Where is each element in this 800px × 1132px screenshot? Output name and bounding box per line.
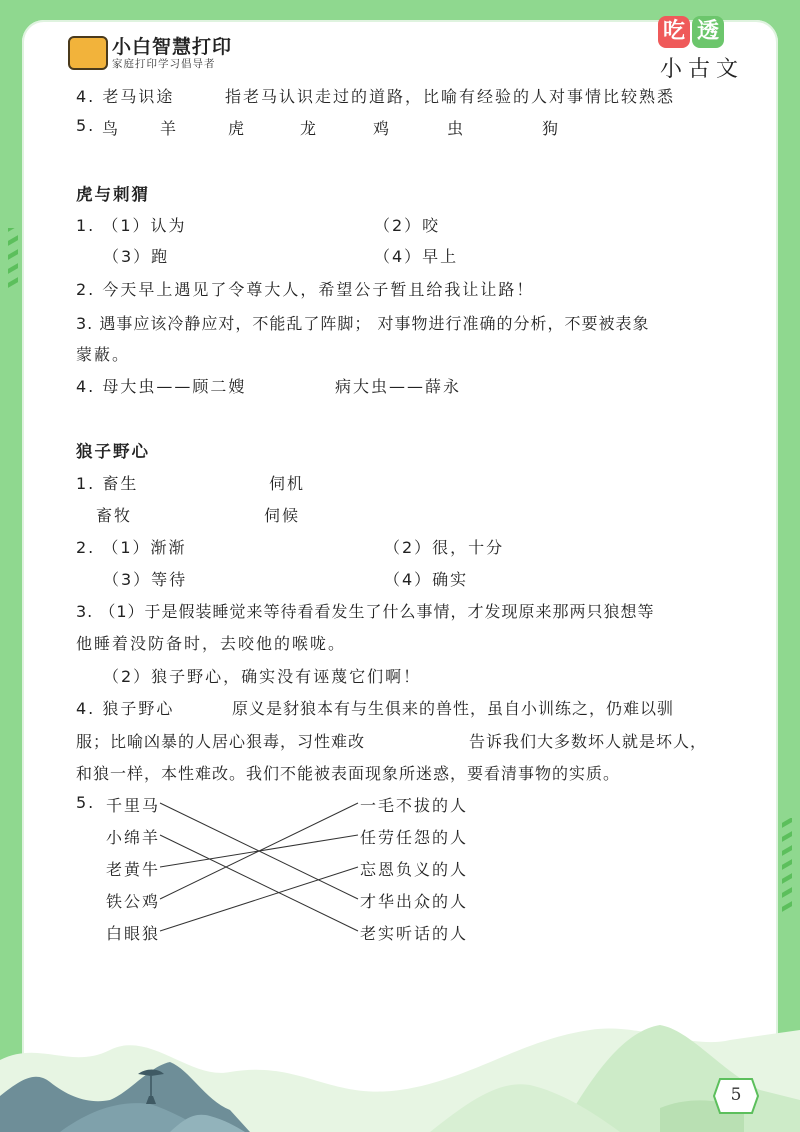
- answer-line: （3）等待: [103, 570, 188, 589]
- answer-line: 5.: [76, 793, 96, 812]
- match-connector: [160, 867, 358, 931]
- answer-line: （2）很，十分: [384, 538, 505, 557]
- match-left-item: 铁公鸡: [106, 892, 161, 911]
- answer-line: 指老马认识走过的道路，比喻有经验的人对事情比较熟悉: [225, 87, 676, 106]
- match-right-item: 任劳任怨的人: [360, 828, 469, 847]
- match-left-item: 千里马: [106, 796, 161, 815]
- section-heading: 狼子野心: [76, 442, 150, 461]
- zodiac-item: 龙: [300, 119, 319, 138]
- answer-line: （2）咬: [374, 216, 441, 235]
- mountain-decoration: [0, 1000, 800, 1132]
- answer-line: 3. 遇事应该冷静应对，不能乱了阵脚； 对事物进行准确的分析，不要被表象: [76, 314, 650, 333]
- zodiac-item: 虫: [447, 119, 466, 138]
- match-right-item: 才华出众的人: [360, 892, 469, 911]
- logo-title: 小白智慧打印: [112, 36, 233, 58]
- answer-line: 1. 畜生: [76, 474, 139, 493]
- answer-line: 服；比喻凶暴的人居心狠毒，习性难改: [76, 732, 366, 751]
- answer-line: 4. 母大虫——顾二嫂: [76, 377, 247, 396]
- zodiac-item: 狗: [542, 119, 561, 138]
- answer-line: 3. （1）于是假装睡觉来等待看看发生了什么事情，才发现原来那两只狼想等: [76, 602, 655, 621]
- zodiac-item: 羊: [160, 119, 179, 138]
- answer-line: 伺候: [264, 506, 301, 525]
- answer-line: 2. 今天早上遇见了令尊大人，希望公子暂且给我让让路！: [76, 280, 535, 299]
- answer-line: （3）跑: [103, 247, 170, 266]
- answer-line: （4）早上: [374, 247, 459, 266]
- answer-line: 1. （1）认为: [76, 216, 187, 235]
- match-left-item: 白眼狼: [106, 924, 161, 943]
- zodiac-item: 虎: [228, 119, 247, 138]
- answer-line: （4）确实: [384, 570, 469, 589]
- answer-line: 5.: [76, 116, 96, 135]
- answer-line: 原义是豺狼本有与生俱来的兽性，虽自小训练之，仍难以驯: [232, 699, 675, 718]
- brand-chi: 吃: [658, 16, 690, 48]
- answer-line: 告诉我们大多数坏人就是坏人，: [469, 732, 708, 751]
- answer-line: 他睡着没防备时，去咬他的喉咙。: [76, 634, 347, 653]
- match-right-item: 忘恩负义的人: [360, 860, 469, 879]
- brand-subtitle: 小古文: [660, 57, 745, 82]
- answer-line: 和狼一样，本性难改。我们不能被表面现象所迷惑，要看清事物的实质。: [76, 764, 621, 783]
- answer-line: 病大虫——薛永: [335, 377, 462, 396]
- zodiac-item: 鸟: [102, 119, 121, 138]
- match-left-item: 小绵羊: [106, 828, 161, 847]
- match-right-item: 一毛不拔的人: [360, 796, 469, 815]
- zodiac-item: 鸡: [373, 119, 392, 138]
- match-connector: [160, 835, 358, 931]
- answer-line: 4. 老马识途: [76, 87, 175, 106]
- answer-line: （2）狼子野心，确实没有诬蔑它们啊！: [103, 667, 422, 686]
- logo-subtitle: 家庭打印学习倡导者: [112, 58, 216, 70]
- section-heading: 虎与刺猬: [76, 185, 150, 204]
- answer-line: 畜牧: [96, 506, 133, 525]
- answer-line: 蒙蔽。: [76, 345, 131, 364]
- match-left-item: 老黄牛: [106, 860, 161, 879]
- answer-line: 2. （1）渐渐: [76, 538, 187, 557]
- answer-line: 伺机: [269, 474, 306, 493]
- match-right-item: 老实听话的人: [360, 924, 469, 943]
- answer-line: 4. 狼子野心: [76, 699, 175, 718]
- page-number-label: 5: [730, 1085, 742, 1105]
- brand-tou: 透: [692, 16, 724, 48]
- page-number: [712, 1077, 760, 1115]
